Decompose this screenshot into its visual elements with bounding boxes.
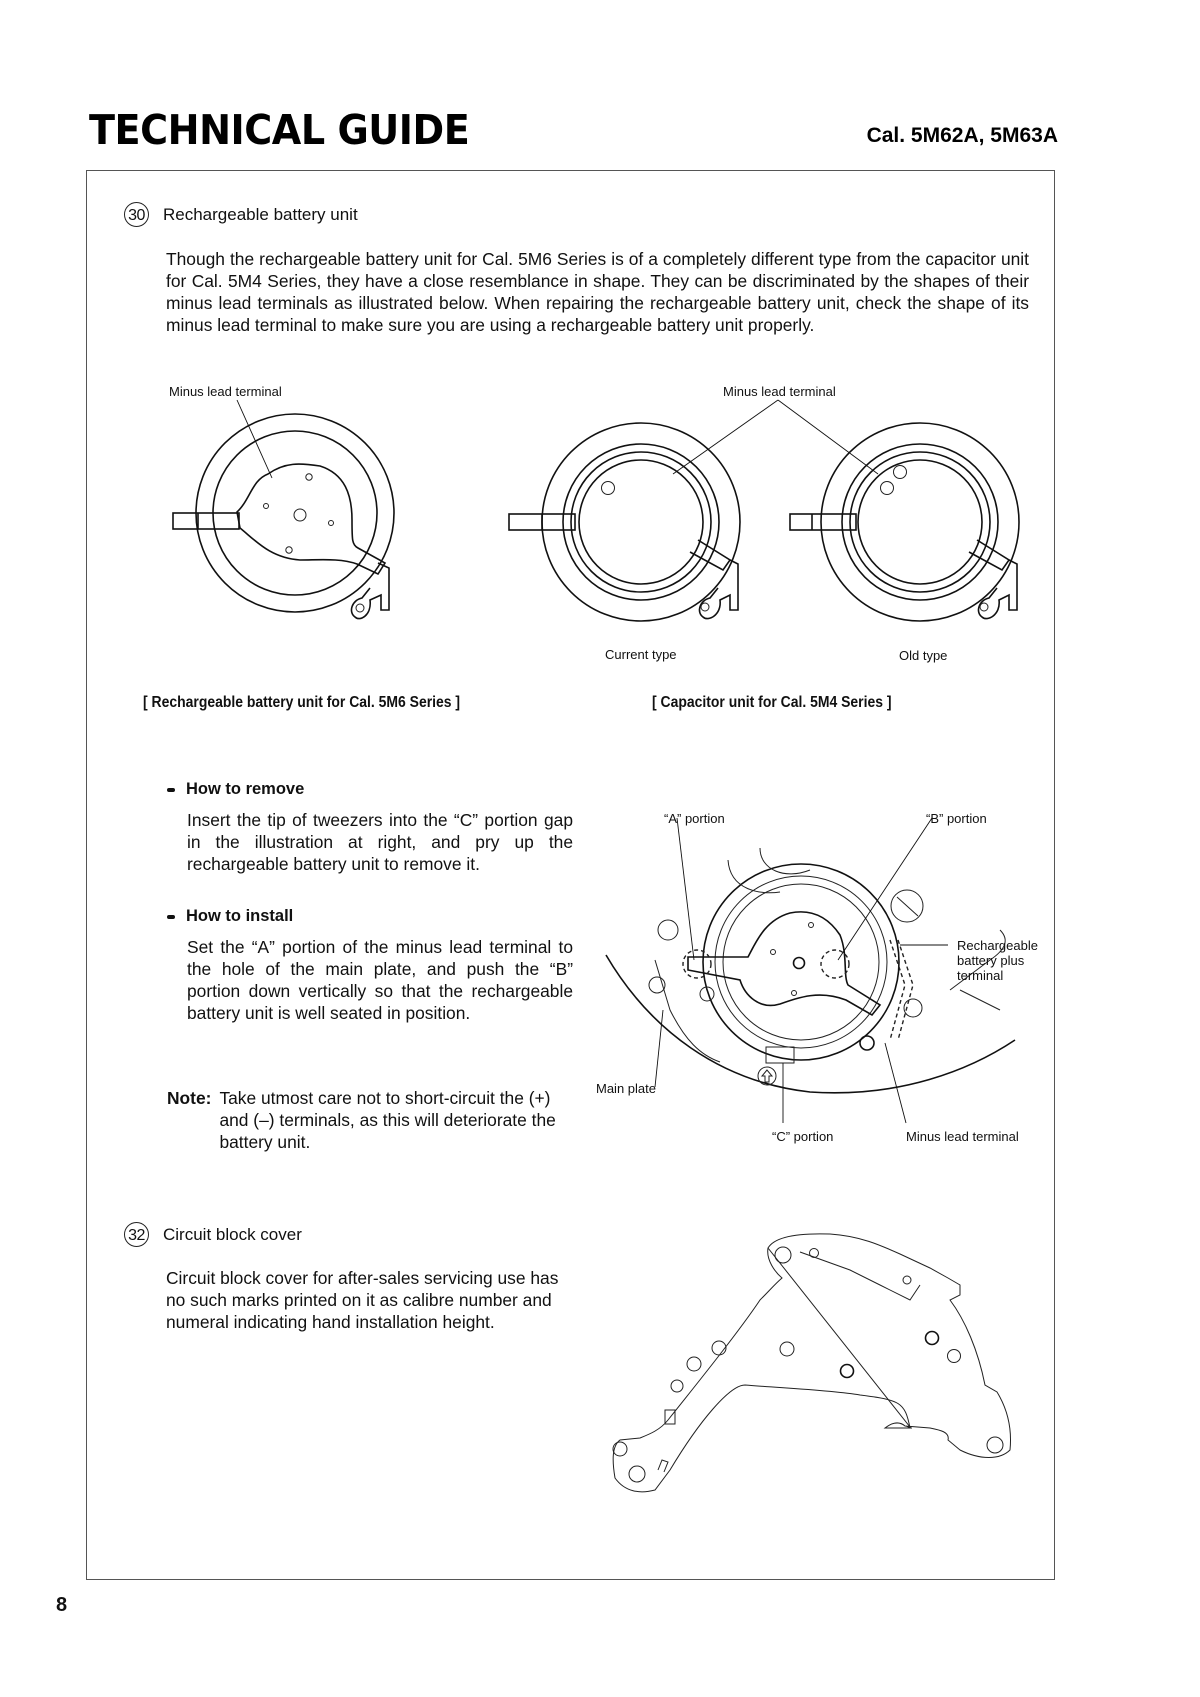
section-title: Circuit block cover: [163, 1224, 302, 1244]
c-portion-label: “C” portion: [772, 1129, 834, 1144]
a-portion-label: “A” portion: [664, 811, 725, 826]
page-number: 8: [56, 1594, 68, 1616]
section-number-badge: 32: [124, 1222, 149, 1247]
how-to-install-body: Set the “A” portion of the minus lead terminal to the hole of the main plate, and push the “B” portion down vertically so that the rechargeable battery unit is well seated in position.: [187, 937, 573, 1023]
figure-right-callout: Minus lead terminal: [723, 384, 836, 399]
how-to-remove-body: Insert the tip of tweezers into the “C” portion gap in the illustration at right, and pry up the rechargeable battery unit to remove it.: [187, 810, 573, 874]
plus-terminal-label-line3: terminal: [957, 968, 1004, 983]
page-title: TECHNICAL GUIDE: [89, 106, 470, 154]
note-body: Take utmost care not to short-circuit the (+) and (–) terminals, as this will deteriorate the battery unit.: [219, 1088, 556, 1152]
section-number-badge: 30: [124, 202, 149, 227]
b-portion-label: “B” portion: [926, 811, 987, 826]
plus-terminal-label-line2: battery plus: [957, 953, 1025, 968]
calibre-label: Cal. 5M62A, 5M63A: [866, 124, 1058, 147]
figure-left-caption: [ Rechargeable battery unit for Cal. 5M6 Series ]: [143, 694, 461, 711]
current-type-label: Current type: [605, 647, 677, 662]
figure-left-callout: Minus lead terminal: [169, 384, 282, 399]
minus-lead-terminal-label: Minus lead terminal: [906, 1129, 1019, 1144]
section-title: Rechargeable battery unit: [163, 204, 358, 224]
main-plate-label: Main plate: [596, 1081, 656, 1096]
section-32-body: Circuit block cover for after-sales servicing use has no such marks printed on it as calibre number and numeral indicating hand installation height.: [166, 1268, 559, 1332]
section-30-body: Though the rechargeable battery unit for Cal. 5M6 Series is of a completely different type from the capacitor unit for Cal. 5M4 Series, they have a close resemblance in shape. They can be discriminated by the shapes of their minus lead terminals as illustrated below. When repairing the rechargeable battery unit, check the shape of its minus lead terminal to make sure you are using a rechargeable battery unit properly.: [166, 249, 1029, 335]
old-type-label: Old type: [899, 648, 948, 663]
figure-right-caption: [ Capacitor unit for Cal. 5M4 Series ]: [652, 694, 892, 711]
plus-terminal-label-line1: Rechargeable: [957, 938, 1038, 953]
how-to-remove-title: How to remove: [186, 780, 305, 798]
note-label: Note:: [167, 1088, 212, 1108]
how-to-install-title: How to install: [186, 907, 294, 925]
